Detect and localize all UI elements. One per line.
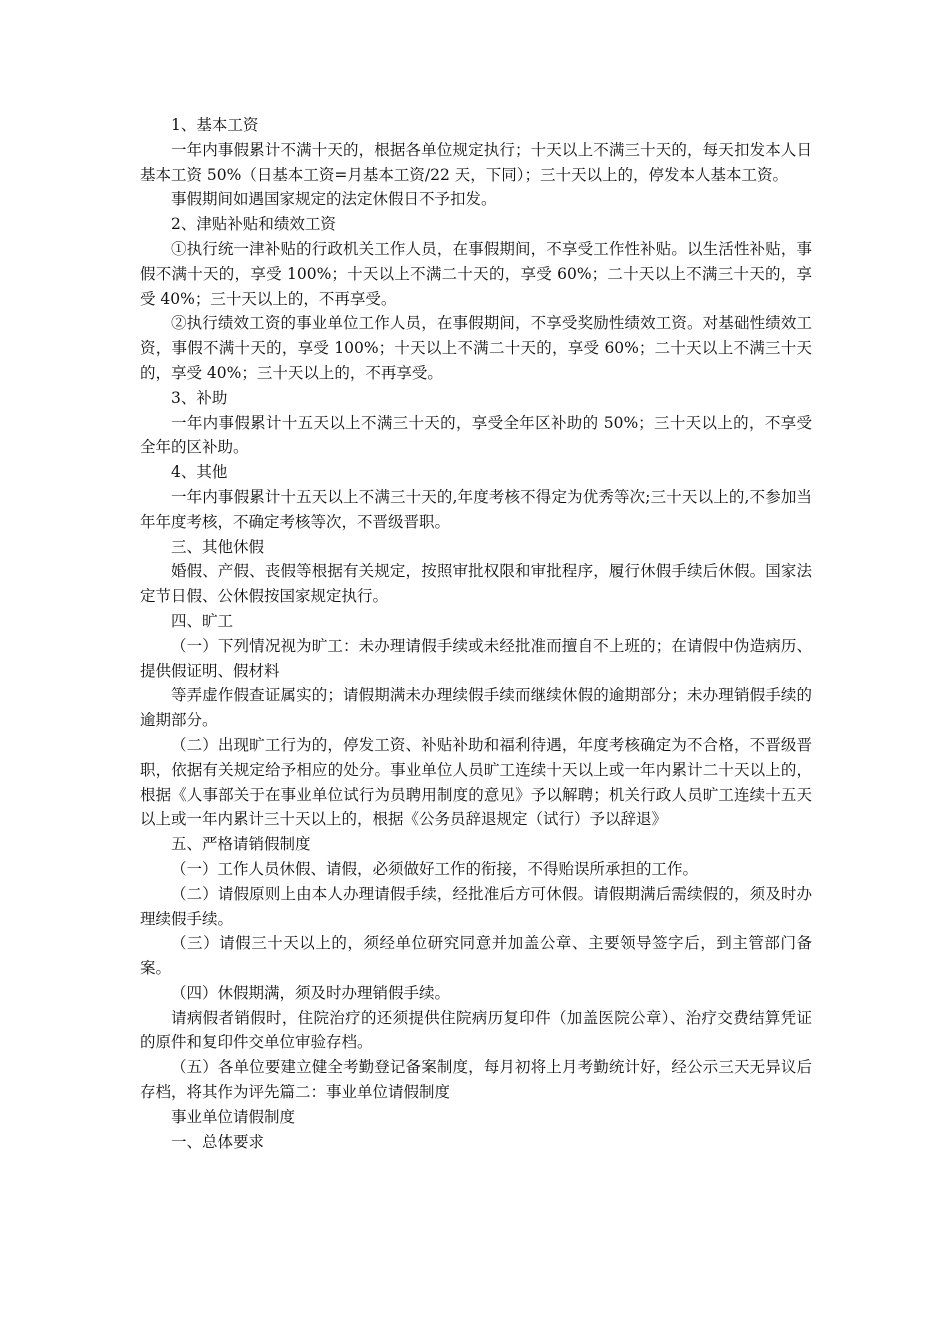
paragraph-leave-5: （五）各单位要建立健全考勤登记备案制度，每月初将上月考勤统计好，经公示三天无异议后存档，将其作为评先篇二：事业单位请假制度	[140, 1058, 812, 1102]
heading-institution-leave: 事业单位请假制度	[171, 1107, 296, 1126]
paragraph-absenteeism-2: （二）出现旷工行为的，停发工资、补贴补助和福利待遇，年度考核确定为不合格，不晋级晋职，依据有关规定给予相应的处分。事业单位人员旷工连续十天以上或一年内累计二十天以上的，根据《人事部关于在事业单位试行为员聘用制度的意见》予以解聘；机关行政人员旷工连续十五天以上或一年内累计三十天以上的，根据《公务员辞退规定（试行）予以辞退》	[140, 735, 812, 829]
paragraph-subsidy: 一年内事假累计十五天以上不满三十天的，享受全年区补助的 50%；三十天以上的，不享受全年的区补助。	[140, 413, 812, 457]
heading-subsidy: 3、补助	[171, 388, 228, 407]
paragraph-sick-leave: 请病假者销假时，住院治疗的还须提供住院病历复印件（加盖医院公章）、治疗交费结算凭证的原件和复印件交单位审验存档。	[140, 1008, 812, 1052]
heading-allowance: 2、津贴补贴和绩效工资	[171, 215, 336, 234]
paragraph-leave-4: （四）休假期满，须及时办理销假手续。	[171, 983, 451, 1002]
paragraph-basic-salary-rule: 一年内事假累计不满十天的，根据各单位规定执行；十天以上不满三十天的，每天扣发本人日基本工资 50%（日基本工资=月基本工资/22 天，下同）；三十天以上的，停发本人基本工资。	[140, 140, 812, 184]
paragraph-other-leave: 婚假、产假、丧假等根据有关规定，按照审批权限和审批程序，履行休假手续后休假。国家法定节日假、公休假按国家规定执行。	[140, 562, 812, 606]
paragraph-leave-2: （二）请假原则上由本人办理请假手续，经批准后方可休假。请假期满后需续假的，须及时办理续假手续。	[140, 884, 812, 928]
paragraph-other: 一年内事假累计十五天以上不满三十天的,年度考核不得定为优秀等次;三十天以上的,不参加当年年度考核，不确定考核等次，不晋级晋职。	[140, 487, 812, 531]
paragraph-holiday-note: 事假期间如遇国家规定的法定休假日不予扣发。	[171, 190, 497, 209]
paragraph-absenteeism-1: （一）下列情况视为旷工：未办理请假手续或未经批准而擅自不上班的；在请假中伪造病历、提供假证明、假材料	[140, 636, 812, 680]
paragraph-absenteeism-1-cont: 等弄虚作假查证属实的；请假期满未办理续假手续而继续休假的逾期部分；未办理销假手续的逾期部分。	[140, 686, 812, 730]
heading-basic-salary: 1、基本工资	[171, 116, 259, 134]
paragraph-leave-1: （一）工作人员休假、请假，必须做好工作的衔接，不得贻误所承担的工作。	[171, 859, 699, 878]
paragraph-allowance-institution: ②执行绩效工资的事业单位工作人员，在事假期间，不享受奖励性绩效工资。对基础性绩效工资，事假不满十天的，享受 100%；十天以上不满二十天的，享受 60%；二十天以上不满三十天的，享受 40%；三十天以上的，不再享受。	[140, 314, 812, 382]
heading-absenteeism: 四、旷工	[171, 611, 234, 630]
heading-general-requirements: 一、总体要求	[171, 1132, 265, 1151]
heading-leave-system: 五、严格请销假制度	[171, 835, 311, 854]
document-body	[140, 113, 812, 1154]
heading-other: 4、其他	[171, 463, 228, 482]
paragraph-allowance-admin: ①执行统一津补贴的行政机关工作人员，在事假期间，不享受工作性补贴。以生活性补贴，事假不满十天的，享受 100%；十天以上不满二十天的，享受 60%；二十天以上不满三十天的，享受 40%；三十天以上的，不再享受。	[140, 239, 812, 308]
paragraph-leave-3: （三）请假三十天以上的，须经单位研究同意并加盖公章、主要领导签字后，到主管部门备案。	[140, 934, 812, 978]
heading-other-leave: 三、其他休假	[171, 537, 265, 556]
